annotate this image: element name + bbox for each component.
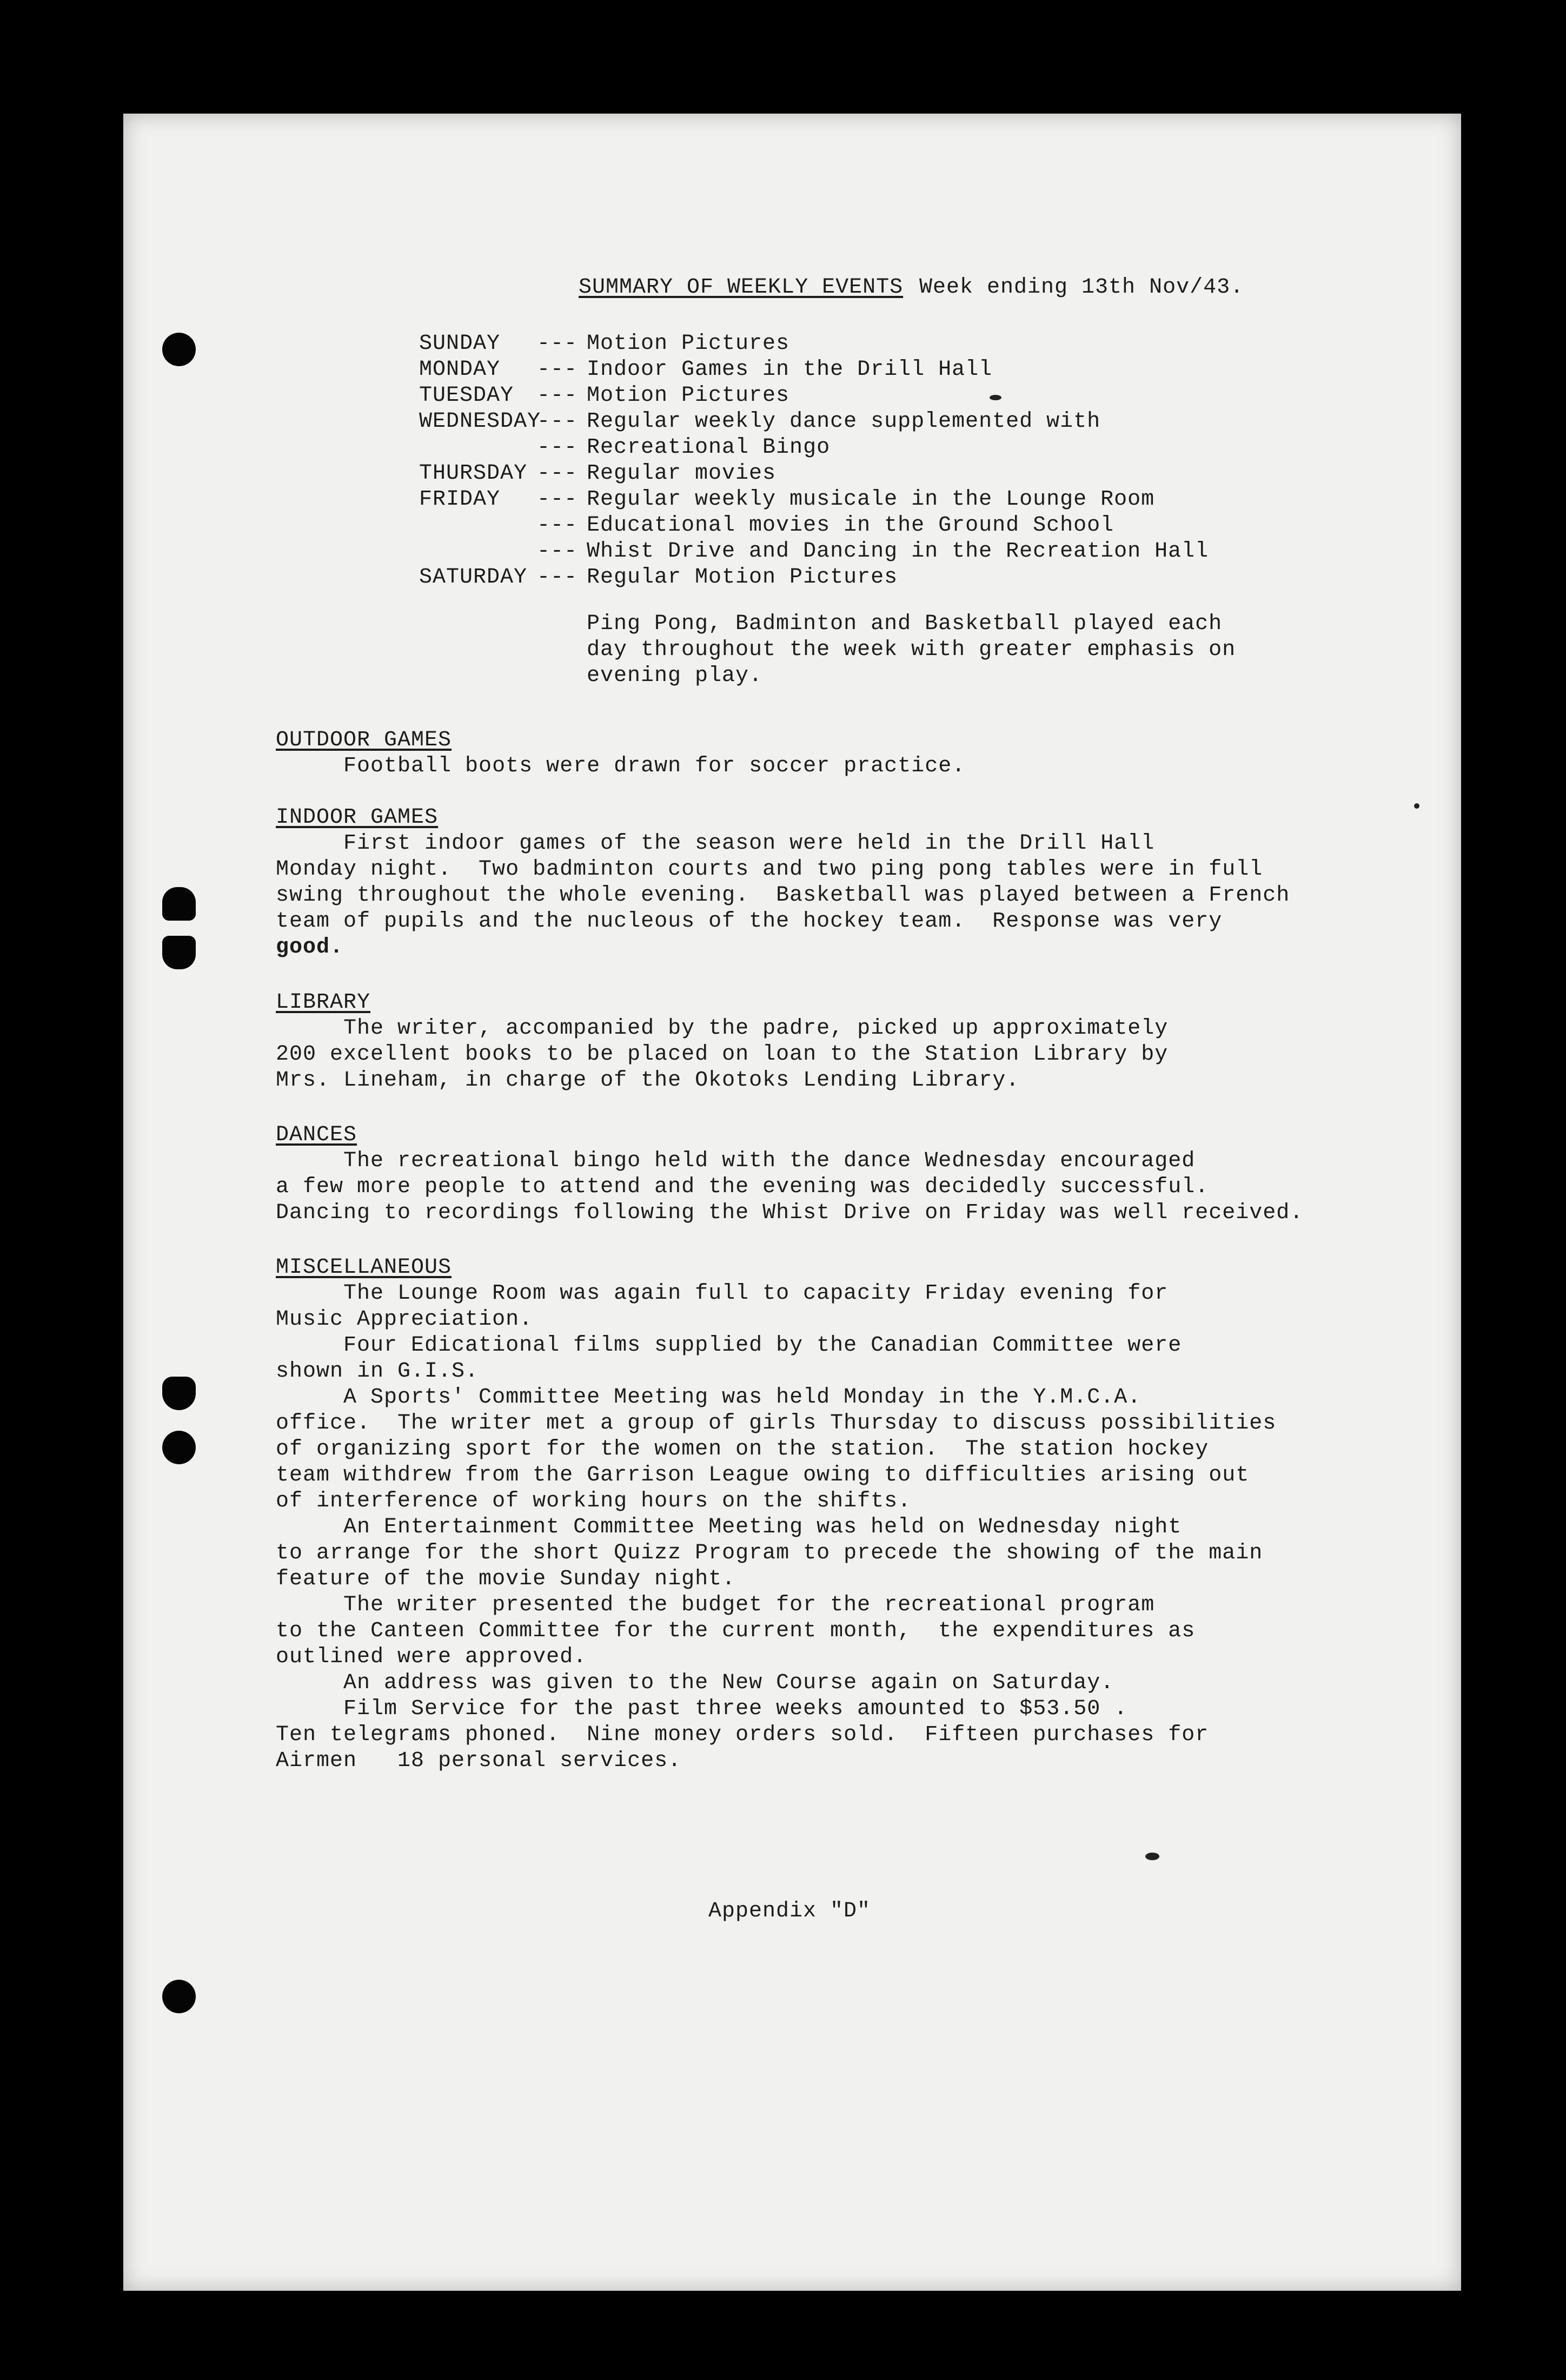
section-line: Airmen 18 personal services. [276, 1749, 682, 1773]
section-line: feature of the movie Sunday night. [276, 1567, 736, 1591]
section-line: The recreational bingo held with the dance Wednesday encouraged [276, 1149, 1196, 1173]
schedule-day: MONDAY [419, 358, 501, 382]
schedule-separator: --- [537, 539, 578, 564]
schedule-day: THURSDAY [419, 461, 528, 486]
section-line: a few more people to attend and the evening was decidedly successful. [276, 1175, 1209, 1199]
binder-hole [162, 1431, 196, 1464]
section-line: Ten telegrams phoned. Nine money orders sold. Fifteen purchases for [276, 1723, 1209, 1747]
section-heading-dances: DANCES [276, 1123, 357, 1147]
schedule-event: Educational movies in the Ground School [587, 513, 1114, 538]
schedule-day: SATURDAY [419, 565, 528, 590]
schedule-row [419, 461, 777, 487]
section-line: The writer presented the budget for the recreational program [276, 1593, 1155, 1617]
schedule-row [419, 383, 790, 409]
section-line: good. [276, 935, 344, 960]
schedule-event: Recreational Bingo [587, 435, 831, 460]
binder-hole [162, 887, 196, 921]
section-line: The writer, accompanied by the padre, picked up approximately [276, 1016, 1169, 1041]
section-heading-outdoor: OUTDOOR GAMES [276, 728, 452, 752]
section-line: team of pupils and the nucleous of the hockey team. Response was very [276, 909, 1223, 934]
schedule-row [419, 565, 898, 591]
schedule-row [419, 331, 790, 357]
schedule-row [419, 435, 831, 461]
section-line: to arrange for the short Quizz Program to precede the showing of the main [276, 1541, 1263, 1565]
schedule-separator: --- [537, 487, 578, 512]
appendix-label: Appendix "D" [708, 1899, 871, 1923]
section-heading-indoor: INDOOR GAMES [276, 805, 439, 830]
section-line: Dancing to recordings following the Whist Drive on Friday was well received. [276, 1201, 1304, 1225]
schedule-separator: --- [537, 409, 578, 434]
paper-speck [990, 395, 1001, 400]
section-heading-library: LIBRARY [276, 990, 371, 1015]
section-line: shown in G.I.S. [276, 1359, 479, 1384]
schedule-separator: --- [537, 384, 578, 408]
schedule-day: WEDNESDAY [419, 409, 541, 434]
schedule-event: Motion Pictures [587, 384, 790, 408]
section-line: Football boots were drawn for soccer practice. [276, 754, 966, 778]
document-title: SUMMARY OF WEEKLY EVENTS [579, 275, 904, 300]
binder-hole [162, 936, 196, 969]
schedule-note-line: evening play. [587, 664, 763, 688]
schedule-separator: --- [537, 435, 578, 460]
schedule-row [419, 357, 993, 383]
schedule-event: Regular weekly dance supplemented with [587, 409, 1101, 434]
schedule-row [419, 539, 1209, 565]
schedule-row [419, 513, 1114, 539]
section-line: 200 excellent books to be placed on loan to the Station Library by [276, 1042, 1169, 1067]
schedule-day: TUESDAY [419, 384, 514, 408]
section-line: of organizing sport for the women on the station. The station hockey [276, 1437, 1209, 1462]
schedule-row [419, 487, 1155, 513]
section-line: swing throughout the whole evening. Basketball was played between a French [276, 883, 1290, 908]
section-line: of interference of working hours on the shifts. [276, 1489, 912, 1513]
binder-hole [162, 333, 196, 366]
schedule-row [419, 409, 1101, 435]
schedule-separator: --- [537, 461, 578, 486]
binder-hole [162, 1377, 196, 1410]
section-line: to the Canteen Committee for the current month, the expenditures as [276, 1619, 1196, 1643]
section-line: Monday night. Two badminton courts and two ping pong tables were in full [276, 857, 1263, 882]
section-line: Music Appreciation. [276, 1307, 533, 1332]
schedule-event: Regular Motion Pictures [587, 565, 898, 590]
section-line: An Entertainment Committee Meeting was held on Wednesday night [276, 1515, 1182, 1539]
section-line: team withdrew from the Garrison League owing to difficulties arising out [276, 1463, 1250, 1488]
section-line: First indoor games of the season were held in the Drill Hall [276, 831, 1155, 856]
schedule-note-line: Ping Pong, Badminton and Basketball played each [587, 612, 1223, 636]
binder-hole [162, 1980, 196, 2013]
schedule-event: Regular weekly musicale in the Lounge Room [587, 487, 1155, 512]
schedule-separator: --- [537, 358, 578, 382]
section-line: outlined were approved. [276, 1645, 587, 1669]
section-line: Four Edicational films supplied by the Canadian Committee were [276, 1333, 1182, 1358]
section-line: office. The writer met a group of girls Thursday to discuss possibilities [276, 1411, 1277, 1436]
week-ending: Week ending 13th Nov/43. [919, 275, 1244, 300]
schedule-separator: --- [537, 513, 578, 538]
schedule-event: Indoor Games in the Drill Hall [587, 358, 993, 382]
section-line: The Lounge Room was again full to capacity Friday evening for [276, 1281, 1169, 1306]
schedule-day: FRIDAY [419, 487, 501, 512]
schedule-event: Motion Pictures [587, 332, 790, 356]
paper-speck [1145, 1853, 1159, 1860]
schedule-note-line: day throughout the week with greater emphasis on [587, 638, 1236, 662]
paper-speck [1414, 803, 1419, 809]
schedule-day: SUNDAY [419, 332, 501, 356]
schedule-event: Regular movies [587, 461, 777, 486]
schedule-event: Whist Drive and Dancing in the Recreation Hall [587, 539, 1209, 564]
section-line: Mrs. Lineham, in charge of the Okotoks Lending Library. [276, 1068, 1020, 1093]
schedule-separator: --- [537, 332, 578, 356]
section-heading-misc: MISCELLANEOUS [276, 1255, 452, 1280]
schedule-separator: --- [537, 565, 578, 590]
section-line: A Sports' Committee Meeting was held Monday in the Y.M.C.A. [276, 1385, 1142, 1410]
section-line: An address was given to the New Course again on Saturday. [276, 1671, 1114, 1695]
section-line: Film Service for the past three weeks amounted to $53.50 . [276, 1697, 1128, 1721]
